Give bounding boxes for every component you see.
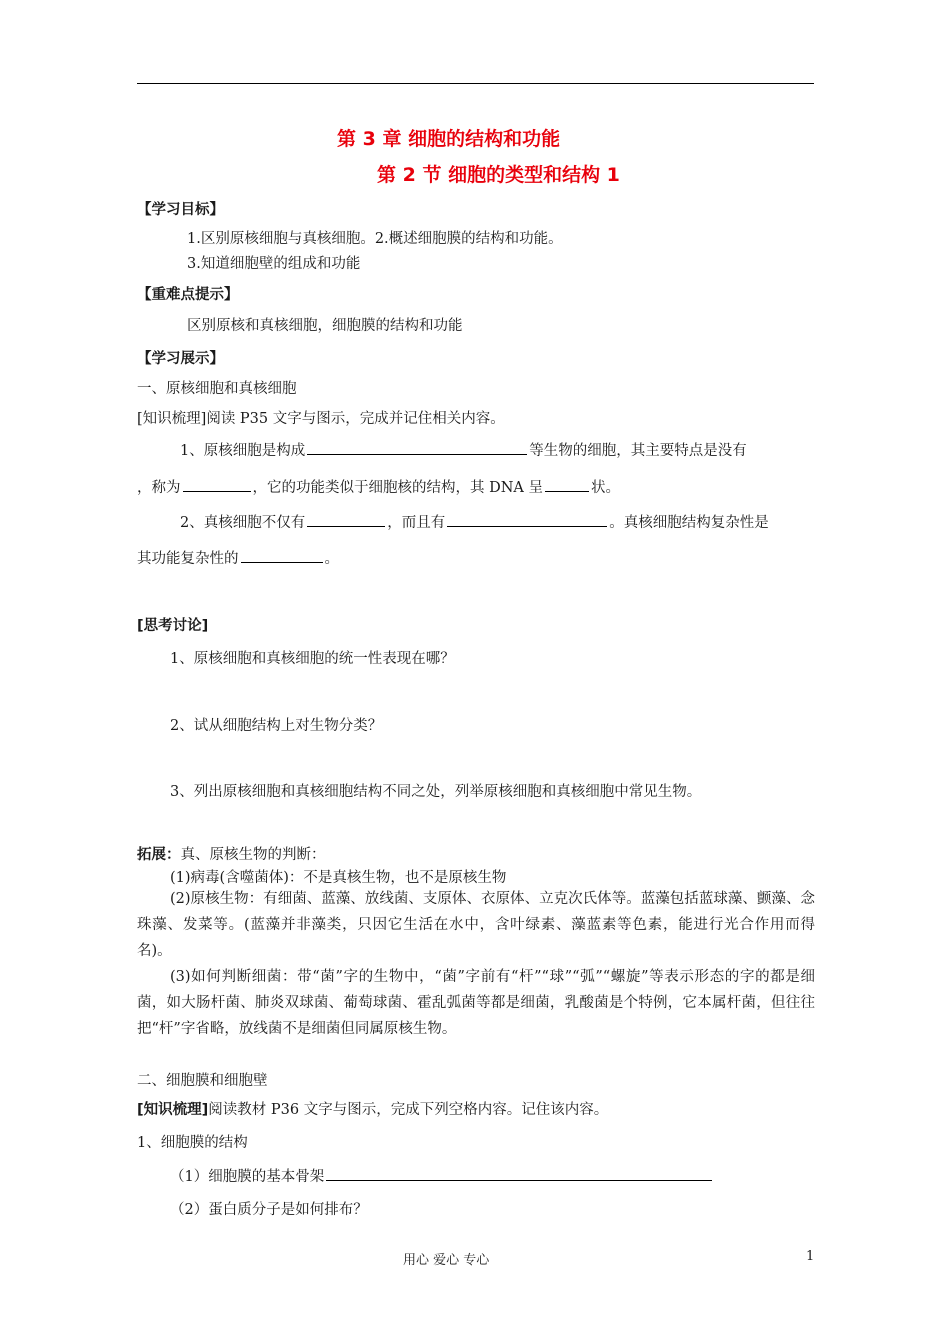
footer-motto: 用心 爱心 专心 — [403, 1253, 490, 1268]
part2-item1: （1）细胞膜的基本骨架 — [170, 1169, 325, 1185]
question-1-line-2 — [137, 476, 620, 497]
q1-text-a: 1、原核细胞是构成 — [180, 443, 306, 459]
q2-text-a: 2、真核细胞不仅有 — [180, 515, 306, 531]
q2-text-c: 。真核细胞结构复杂性是 — [609, 515, 769, 531]
knowledge-1: [知识梳理]阅读 P35 文字与图示，完成并记住相关内容。 — [137, 411, 505, 427]
question-1-line-1 — [180, 439, 747, 460]
q2-blank-3[interactable] — [241, 548, 323, 563]
q2-blank-1[interactable] — [307, 512, 385, 527]
q2-blank-2[interactable] — [447, 512, 607, 527]
question-2-line-1 — [180, 511, 769, 532]
q2-text-d: 其功能复杂性的 — [137, 551, 239, 567]
part2-item1-line — [170, 1165, 714, 1186]
q1-blank-3[interactable] — [545, 477, 589, 492]
knowledge-2-text: 阅读教材 P36 文字与图示，完成下列空格内容。记住该内容。 — [208, 1102, 609, 1118]
goals-heading: 【学习目标】 — [137, 202, 224, 218]
part2-title: 二、细胞膜和细胞壁 — [137, 1073, 268, 1089]
discussion-item-2: 2、试从细胞结构上对生物分类？ — [170, 718, 383, 734]
skeleton-blank[interactable] — [326, 1166, 712, 1181]
q1-text-c: ，称为 — [137, 480, 181, 496]
extension-p3: (3)如何判断细菌：带“菌”字的生物中，“菌”字前有“杆”“球”“弧”“螺旋”等表示形态的字的都是细菌，如大肠杆菌、肺炎双球菌、葡萄球菌、霍乱弧菌等都是细菌，乳酸菌是个特例，它本属杆菌，但往往把“杆”字省略，放线菌不是细菌但同属原核生物。 — [137, 969, 815, 1037]
keypoints-text: 区别原核和真核细胞，细胞膜的结构和功能 — [187, 318, 463, 334]
q1-blank-1[interactable] — [307, 440, 527, 455]
question-2-line-2 — [137, 547, 339, 568]
header-rule — [137, 83, 814, 84]
discussion-item-3: 3、列出原核细胞和真核细胞结构不同之处，列举原核细胞和真核细胞中常见生物。 — [170, 784, 702, 800]
chapter-title: 第 3 章 细胞的结构和功能 — [337, 128, 561, 150]
q2-text-b: ，而且有 — [387, 515, 446, 531]
q1-blank-2[interactable] — [183, 477, 251, 492]
page-number: 1 — [806, 1249, 815, 1264]
extension-intro: 真、原核生物的判断： — [180, 847, 326, 863]
part2-sub1: 1、细胞膜的结构 — [137, 1135, 248, 1151]
extension-p1: (1)病毒(含噬菌体)：不是真核生物，也不是原核生物 — [170, 870, 507, 886]
part2-item2: （2）蛋白质分子是如何排布？ — [170, 1202, 368, 1218]
q2-text-e: 。 — [324, 551, 339, 567]
keypoints-heading: 【重难点提示】 — [137, 287, 239, 303]
part1-title: 一、原核细胞和真核细胞 — [137, 381, 297, 397]
q1-text-e: 状。 — [591, 480, 621, 496]
extension-label: 拓展： — [137, 847, 181, 863]
section-title: 第 2 节 细胞的类型和结构 1 — [377, 164, 620, 186]
discussion-heading: [思考讨论] — [137, 618, 209, 634]
knowledge-2 — [137, 1098, 608, 1119]
goals-line-2: 3.知道细胞壁的组成和功能 — [187, 256, 361, 272]
extension-p2: (2)原核生物：有细菌、蓝藻、放线菌、支原体、衣原体、立克次氏体等。蓝藻包括蓝球藻、颤藻、念珠藻、发菜等。(蓝藻并非藻类，只因它生活在水中，含叶绿素、藻蓝素等色素，能进行光合作用而得名)。 — [137, 891, 815, 959]
goals-line-1: 1.区别原核细胞与真核细胞。2.概述细胞膜的结构和功能。 — [187, 231, 563, 247]
knowledge-2-label: [知识梳理] — [137, 1102, 209, 1118]
q1-text-d: ，它的功能类似于细胞核的结构，其 DNA 呈 — [252, 480, 544, 496]
show-heading: 【学习展示】 — [137, 351, 224, 367]
extension-intro-line — [137, 843, 326, 864]
q1-text-b: 等生物的细胞，其主要特点是没有 — [529, 443, 747, 459]
discussion-item-1: 1、原核细胞和真核细胞的统一性表现在哪？ — [170, 651, 455, 667]
